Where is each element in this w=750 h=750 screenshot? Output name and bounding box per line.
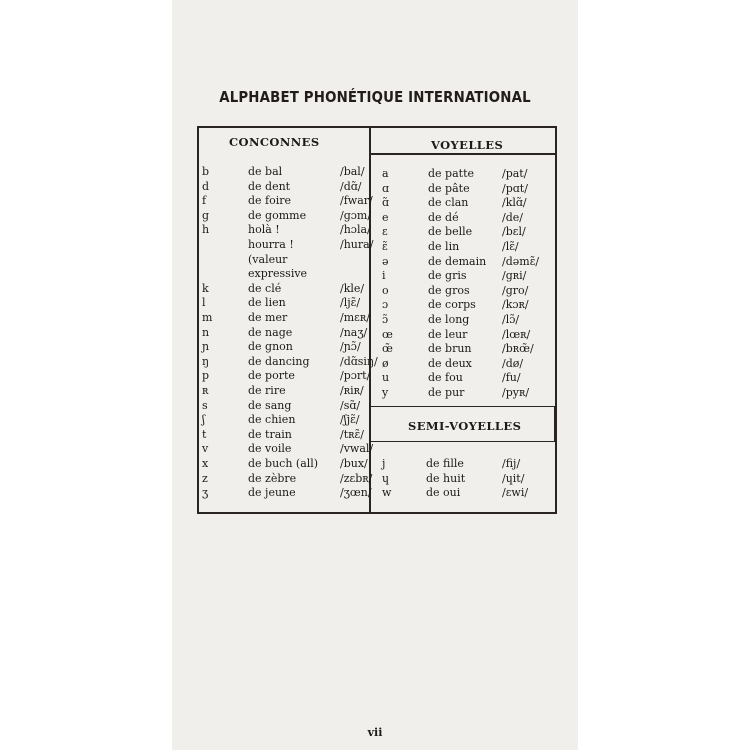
consonant-symbol: ʒ	[202, 486, 209, 500]
vowel-ipa: /bɛl/	[502, 225, 526, 239]
vowel-symbol: e	[382, 210, 389, 224]
vowel-example: de pâte	[428, 181, 470, 195]
consonant-symbol: b	[202, 165, 210, 178]
consonant-example: de sang	[248, 398, 292, 412]
consonant-symbol: ʀ	[202, 384, 209, 397]
consonant-symbol: k	[202, 281, 209, 295]
consonant-symbol: z	[202, 471, 208, 485]
consonant-symbol: s	[202, 398, 208, 412]
consonant-symbol: d	[202, 179, 210, 193]
consonants-heading: CONCONNES	[229, 135, 320, 149]
semi-vowel-example: de huit	[426, 471, 466, 485]
consonant-symbol: g	[202, 208, 210, 222]
vowel-symbol: ɛ	[382, 225, 388, 239]
vowel-ipa: /lɛ̃/	[502, 240, 519, 253]
consonant-ipa: /vwal/	[340, 442, 374, 456]
vowel-example: de pur	[428, 386, 465, 399]
vowel-ipa: /lɔ̃/	[502, 313, 520, 326]
semi-vowel-symbol: w	[382, 486, 392, 500]
consonant-example: de chien	[248, 413, 296, 427]
consonant-ipa: /ʀiʀ/	[340, 384, 364, 397]
semi-vowel-ipa: /ɥit/	[502, 471, 525, 485]
consonant-example: de nage	[248, 325, 293, 339]
consonant-symbol: h	[202, 223, 210, 237]
consonant-example: (valeur	[248, 252, 288, 266]
consonant-example: de porte	[248, 369, 295, 383]
consonant-ipa: /dɑ̃/	[340, 179, 362, 193]
vowel-example: de lin	[428, 240, 460, 253]
consonant-ipa: /zɛbʀ/	[340, 471, 373, 485]
vowel-ipa: /dø/	[502, 356, 524, 370]
consonant-ipa: /hɔla/	[340, 223, 371, 237]
vowel-example: de deux	[428, 356, 472, 370]
consonant-symbol: p	[202, 369, 210, 383]
consonant-example: de foire	[248, 194, 292, 208]
consonant-symbol: f	[202, 194, 207, 208]
consonant-example: de voile	[248, 442, 292, 456]
semi-vowel-symbol: j	[382, 457, 386, 470]
consonant-example: holà !	[248, 223, 280, 237]
vowel-ipa: /pyʀ/	[502, 386, 530, 399]
consonant-ipa: /bux/	[340, 457, 368, 470]
vowel-example: de leur	[428, 327, 468, 341]
consonant-example: expressive	[248, 267, 308, 281]
vowel-ipa: /gro/	[502, 283, 529, 297]
consonant-ipa: /ɲɔ̃/	[340, 340, 361, 354]
vowel-ipa: /dəmɛ̃/	[502, 254, 540, 268]
vowel-example: de belle	[428, 225, 473, 239]
consonant-ipa: /hura/	[340, 238, 374, 251]
consonant-example: de mer	[248, 311, 288, 324]
vowel-symbol: œ	[382, 327, 393, 341]
semi-vowel-symbol: ɥ	[382, 471, 390, 485]
vowels-heading: VOYELLES	[431, 138, 504, 152]
consonant-ipa: /ljɛ̃/	[340, 296, 361, 310]
vowel-symbol: ɑ̃	[382, 196, 390, 210]
semi-vowels-heading: SEMI-VOYELLES	[408, 419, 522, 433]
page-title: ALPHABET PHONÉTIQUE INTERNATIONAL	[219, 88, 531, 106]
consonant-ipa: /dɑ̃siŋ/	[340, 354, 378, 368]
vowel-example: de patte	[428, 167, 474, 180]
consonant-example: de gomme	[248, 208, 307, 222]
vowel-ipa: /pat/	[502, 167, 528, 180]
consonant-symbol: t	[202, 427, 207, 441]
vowel-symbol: ə	[382, 254, 389, 268]
consonant-example: de rire	[248, 384, 286, 397]
consonant-example: de train	[248, 427, 292, 441]
consonant-symbol: v	[202, 442, 209, 456]
vowel-symbol: ɛ̃	[382, 240, 388, 253]
vowel-example: de long	[428, 313, 470, 326]
vowel-example: de clan	[428, 196, 469, 210]
consonant-ipa: /sɑ̃/	[340, 398, 361, 412]
semi-vowel-example: de fille	[426, 457, 464, 470]
consonant-example: de clé	[248, 281, 282, 295]
vowel-header-rule	[371, 153, 555, 155]
vowel-example: de brun	[428, 342, 472, 356]
vowel-symbol: ɔ	[382, 298, 389, 312]
consonant-ipa: /naʒ/	[340, 325, 368, 339]
vowel-example: de demain	[428, 254, 487, 268]
consonant-symbol: x	[202, 457, 209, 470]
consonant-symbol: n	[202, 325, 210, 339]
consonant-ipa: /ʒœn/	[340, 486, 372, 500]
vowel-ipa: /bʀœ̃/	[502, 342, 534, 356]
consonant-symbol: l	[202, 296, 206, 310]
vowel-symbol: o	[382, 283, 389, 297]
consonant-example: de bal	[248, 165, 283, 178]
consonant-symbol: ŋ	[202, 354, 210, 368]
consonant-ipa: /kle/	[340, 281, 365, 295]
vowel-example: de fou	[428, 371, 463, 385]
vowel-symbol: y	[382, 386, 389, 399]
vowel-symbol: ɑ	[382, 181, 390, 195]
consonant-ipa: /ʃjɛ̃/	[340, 413, 360, 427]
consonant-ipa: /bal/	[340, 165, 365, 178]
consonant-example: hourra !	[248, 238, 294, 251]
vowel-example: de gros	[428, 283, 470, 297]
consonant-example: de dent	[248, 179, 291, 193]
consonant-example: de buch (all)	[248, 457, 319, 470]
vowel-symbol: ø	[382, 356, 389, 370]
vowel-ipa: /de/	[502, 210, 523, 224]
vowel-symbol: a	[382, 167, 389, 180]
vowel-example: de gris	[428, 269, 467, 283]
consonant-symbol: m	[202, 311, 213, 324]
page-number: vii	[367, 726, 383, 739]
consonant-example: de dancing	[248, 354, 310, 368]
vowel-ipa: /klɑ̃/	[502, 196, 527, 210]
vowel-ipa: /lœʀ/	[502, 327, 531, 341]
vowel-example: de dé	[428, 210, 459, 224]
consonant-ipa: /fwar/	[340, 194, 373, 208]
consonant-ipa: /pɔrt/	[340, 369, 371, 383]
semi-vowel-ipa: /ɛwi/	[502, 486, 529, 500]
consonant-example: de lien	[248, 296, 286, 310]
consonant-symbol: ɲ	[202, 340, 210, 354]
vowel-symbol: ɔ̃	[382, 313, 389, 326]
vowel-example: de corps	[428, 298, 476, 312]
consonant-example: de gnon	[248, 340, 293, 354]
consonant-ipa: /gɔm/	[340, 208, 372, 222]
consonant-ipa: /tʀɛ̃/	[340, 427, 364, 441]
vowel-ipa: /kɔʀ/	[502, 298, 529, 312]
book-page	[172, 0, 578, 750]
vowel-ipa: /pɑt/	[502, 181, 528, 195]
consonant-example: de jeune	[248, 486, 296, 500]
vowel-ipa: /fu/	[502, 371, 521, 385]
consonant-symbol: ʃ	[202, 413, 205, 427]
vowel-symbol: u	[382, 371, 390, 385]
vowel-symbol: i	[382, 269, 386, 283]
semi-vowel-ipa: /fij/	[502, 457, 521, 470]
vowel-ipa: /gʀi/	[502, 269, 527, 283]
consonant-example: de zèbre	[248, 471, 297, 485]
consonant-ipa: /mɛʀ/	[340, 311, 370, 324]
vowel-symbol: œ̃	[382, 342, 393, 356]
semi-vowel-example: de oui	[426, 486, 461, 500]
